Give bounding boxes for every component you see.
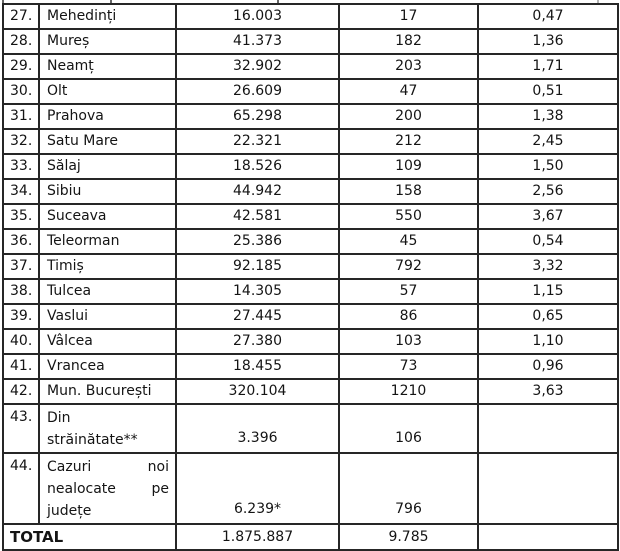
county-name: Mun. București <box>39 379 176 404</box>
county-name: Olt <box>39 79 176 104</box>
table-row <box>3 354 618 379</box>
county-name: Mureș <box>39 29 176 54</box>
incidence-value: 3,63 <box>478 379 618 404</box>
cases-value: 18.526 <box>176 154 339 179</box>
cases-value: 44.942 <box>176 179 339 204</box>
cases-value: 41.373 <box>176 29 339 54</box>
county-name: Vaslui <box>39 304 176 329</box>
row-index: 44. <box>3 453 39 524</box>
row-index: 32. <box>3 129 39 154</box>
cases-value: 27.380 <box>176 329 339 354</box>
table-row <box>3 4 618 29</box>
cases-value: 27.445 <box>176 304 339 329</box>
new-cases-value: 1210 <box>339 379 478 404</box>
row-index: 35. <box>3 204 39 229</box>
counties-table-body <box>3 4 618 524</box>
new-cases-value: 47 <box>339 79 478 104</box>
county-name: Vrancea <box>39 354 176 379</box>
row-index: 38. <box>3 279 39 304</box>
county-name: Cazuri noi nealocate pe județe <box>39 453 176 524</box>
incidence-value: 0,96 <box>478 354 618 379</box>
new-cases-value: 158 <box>339 179 478 204</box>
row-index: 30. <box>3 79 39 104</box>
table-row <box>3 404 618 453</box>
incidence-value: 1,10 <box>478 329 618 354</box>
incidence-value: 2,56 <box>478 179 618 204</box>
county-name: Mehedinți <box>39 4 176 29</box>
county-name: Timiș <box>39 254 176 279</box>
new-cases-value: 212 <box>339 129 478 154</box>
new-cases-value: 203 <box>339 54 478 79</box>
county-name: Neamț <box>39 54 176 79</box>
county-name: Din străinătate** <box>39 404 176 453</box>
incidence-value: 0,47 <box>478 4 618 29</box>
county-name: Tulcea <box>39 279 176 304</box>
incidence-value <box>478 404 618 453</box>
incidence-value <box>478 453 618 524</box>
county-name: Suceava <box>39 204 176 229</box>
total-new-cases-value: 9.785 <box>339 524 478 550</box>
cases-value: 6.239* <box>176 453 339 524</box>
table-row <box>3 104 618 129</box>
total-row <box>3 524 618 550</box>
incidence-value: 0,65 <box>478 304 618 329</box>
table-row <box>3 453 618 524</box>
cases-value: 14.305 <box>176 279 339 304</box>
cases-value: 25.386 <box>176 229 339 254</box>
county-name: Sibiu <box>39 179 176 204</box>
table-row <box>3 304 618 329</box>
incidence-value: 1,38 <box>478 104 618 129</box>
new-cases-value: 550 <box>339 204 478 229</box>
table-row <box>3 279 618 304</box>
table-row <box>3 129 618 154</box>
table-row <box>3 179 618 204</box>
row-index: 34. <box>3 179 39 204</box>
table-row <box>3 329 618 354</box>
row-index: 27. <box>3 4 39 29</box>
incidence-value: 1,36 <box>478 29 618 54</box>
incidence-value: 0,54 <box>478 229 618 254</box>
county-name: Prahova <box>39 104 176 129</box>
row-index: 36. <box>3 229 39 254</box>
incidence-value: 1,50 <box>478 154 618 179</box>
counties-table <box>2 3 619 551</box>
row-index: 28. <box>3 29 39 54</box>
incidence-value: 3,67 <box>478 204 618 229</box>
new-cases-value: 86 <box>339 304 478 329</box>
new-cases-value: 200 <box>339 104 478 129</box>
incidence-value: 1,71 <box>478 54 618 79</box>
table-row <box>3 379 618 404</box>
county-name: Vâlcea <box>39 329 176 354</box>
cases-value: 32.902 <box>176 54 339 79</box>
cases-value: 16.003 <box>176 4 339 29</box>
table-row <box>3 29 618 54</box>
incidence-value: 3,32 <box>478 254 618 279</box>
table-row <box>3 204 618 229</box>
incidence-value: 0,51 <box>478 79 618 104</box>
row-index: 41. <box>3 354 39 379</box>
total-incidence-value <box>478 524 618 550</box>
new-cases-value: 73 <box>339 354 478 379</box>
table-row <box>3 154 618 179</box>
row-index: 31. <box>3 104 39 129</box>
new-cases-value: 45 <box>339 229 478 254</box>
cases-value: 92.185 <box>176 254 339 279</box>
cases-value: 18.455 <box>176 354 339 379</box>
new-cases-value: 17 <box>339 4 478 29</box>
new-cases-value: 57 <box>339 279 478 304</box>
county-name: Satu Mare <box>39 129 176 154</box>
cases-value: 3.396 <box>176 404 339 453</box>
total-label: TOTAL <box>3 524 176 550</box>
table-row <box>3 229 618 254</box>
row-index: 33. <box>3 154 39 179</box>
new-cases-value: 792 <box>339 254 478 279</box>
row-index: 43. <box>3 404 39 453</box>
new-cases-value: 109 <box>339 154 478 179</box>
new-cases-value: 103 <box>339 329 478 354</box>
row-index: 39. <box>3 304 39 329</box>
row-index: 42. <box>3 379 39 404</box>
table-row <box>3 254 618 279</box>
table-row <box>3 54 618 79</box>
total-cases-value: 1.875.887 <box>176 524 339 550</box>
cases-value: 65.298 <box>176 104 339 129</box>
county-name: Sălaj <box>39 154 176 179</box>
row-index: 29. <box>3 54 39 79</box>
cases-value: 22.321 <box>176 129 339 154</box>
new-cases-value: 106 <box>339 404 478 453</box>
incidence-value: 1,15 <box>478 279 618 304</box>
cases-value: 26.609 <box>176 79 339 104</box>
new-cases-value: 796 <box>339 453 478 524</box>
incidence-value: 2,45 <box>478 129 618 154</box>
row-index: 37. <box>3 254 39 279</box>
cases-value: 320.104 <box>176 379 339 404</box>
table-row <box>3 79 618 104</box>
cases-value: 42.581 <box>176 204 339 229</box>
county-name: Teleorman <box>39 229 176 254</box>
new-cases-value: 182 <box>339 29 478 54</box>
row-index: 40. <box>3 329 39 354</box>
